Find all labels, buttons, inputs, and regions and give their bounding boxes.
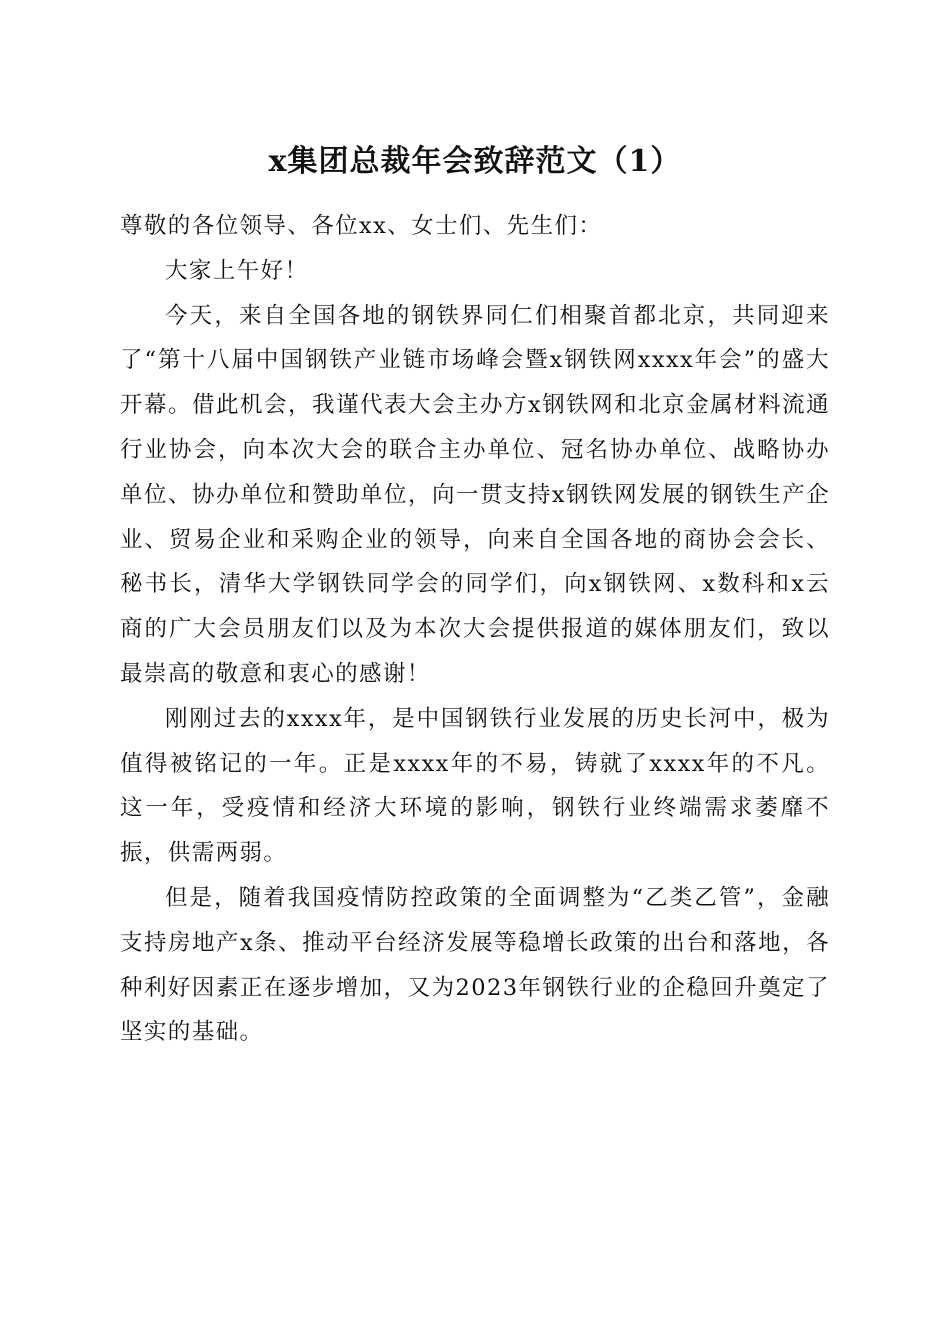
paragraph-opening: 今天，来自全国各地的钢铁界同仁们相聚首都北京，共同迎来了“第十八届中国钢铁产业链市场峰会暨x钢铁网xxxx年会”的盛大开幕。借此机会，我谨代表大会主办方x钢铁网和北京金属材料流通行业协会，向本次大会的联合主办单位、冠名协办单位、战略协办单位、协办单位和赞助单位，向一贯支持x钢铁网发展的钢铁生产企业、贸易企业和采购企业的领导，向来自全国各地的商协会会长、秘书长，清华大学钢铁同学会的同学们，向x钢铁网、x数科和x云商的广大会员朋友们以及为本次大会提供报道的媒体朋友们，致以最崇高的敬意和衷心的感谢！	[120, 302, 830, 687]
paragraph-review: 刚刚过去的xxxx年，是中国钢铁行业发展的历史长河中，极为值得被铭记的一年。正是xxxx年的不易，铸就了xxxx年的不凡。这一年，受疫情和经济大环境的影响，钢铁行业终端需求萎靡不振，供需两弱。	[120, 705, 830, 867]
salutation: 尊敬的各位领导、各位xx、女士们、先生们：	[120, 213, 603, 239]
document-body	[120, 204, 830, 1055]
paragraph-outlook: 但是，随着我国疫情防控政策的全面调整为“乙类乙管”，金融支持房地产x条、推动平台经济发展等稳增长政策的出台和落地，各种利好因素正在逐步增加，又为2023年钢铁行业的企稳回升奠定了坚实的基础。	[120, 884, 830, 1046]
paragraph-greeting: 大家上午好！	[165, 257, 309, 284]
document-title: x集团总裁年会致辞范文（1）	[268, 144, 682, 179]
